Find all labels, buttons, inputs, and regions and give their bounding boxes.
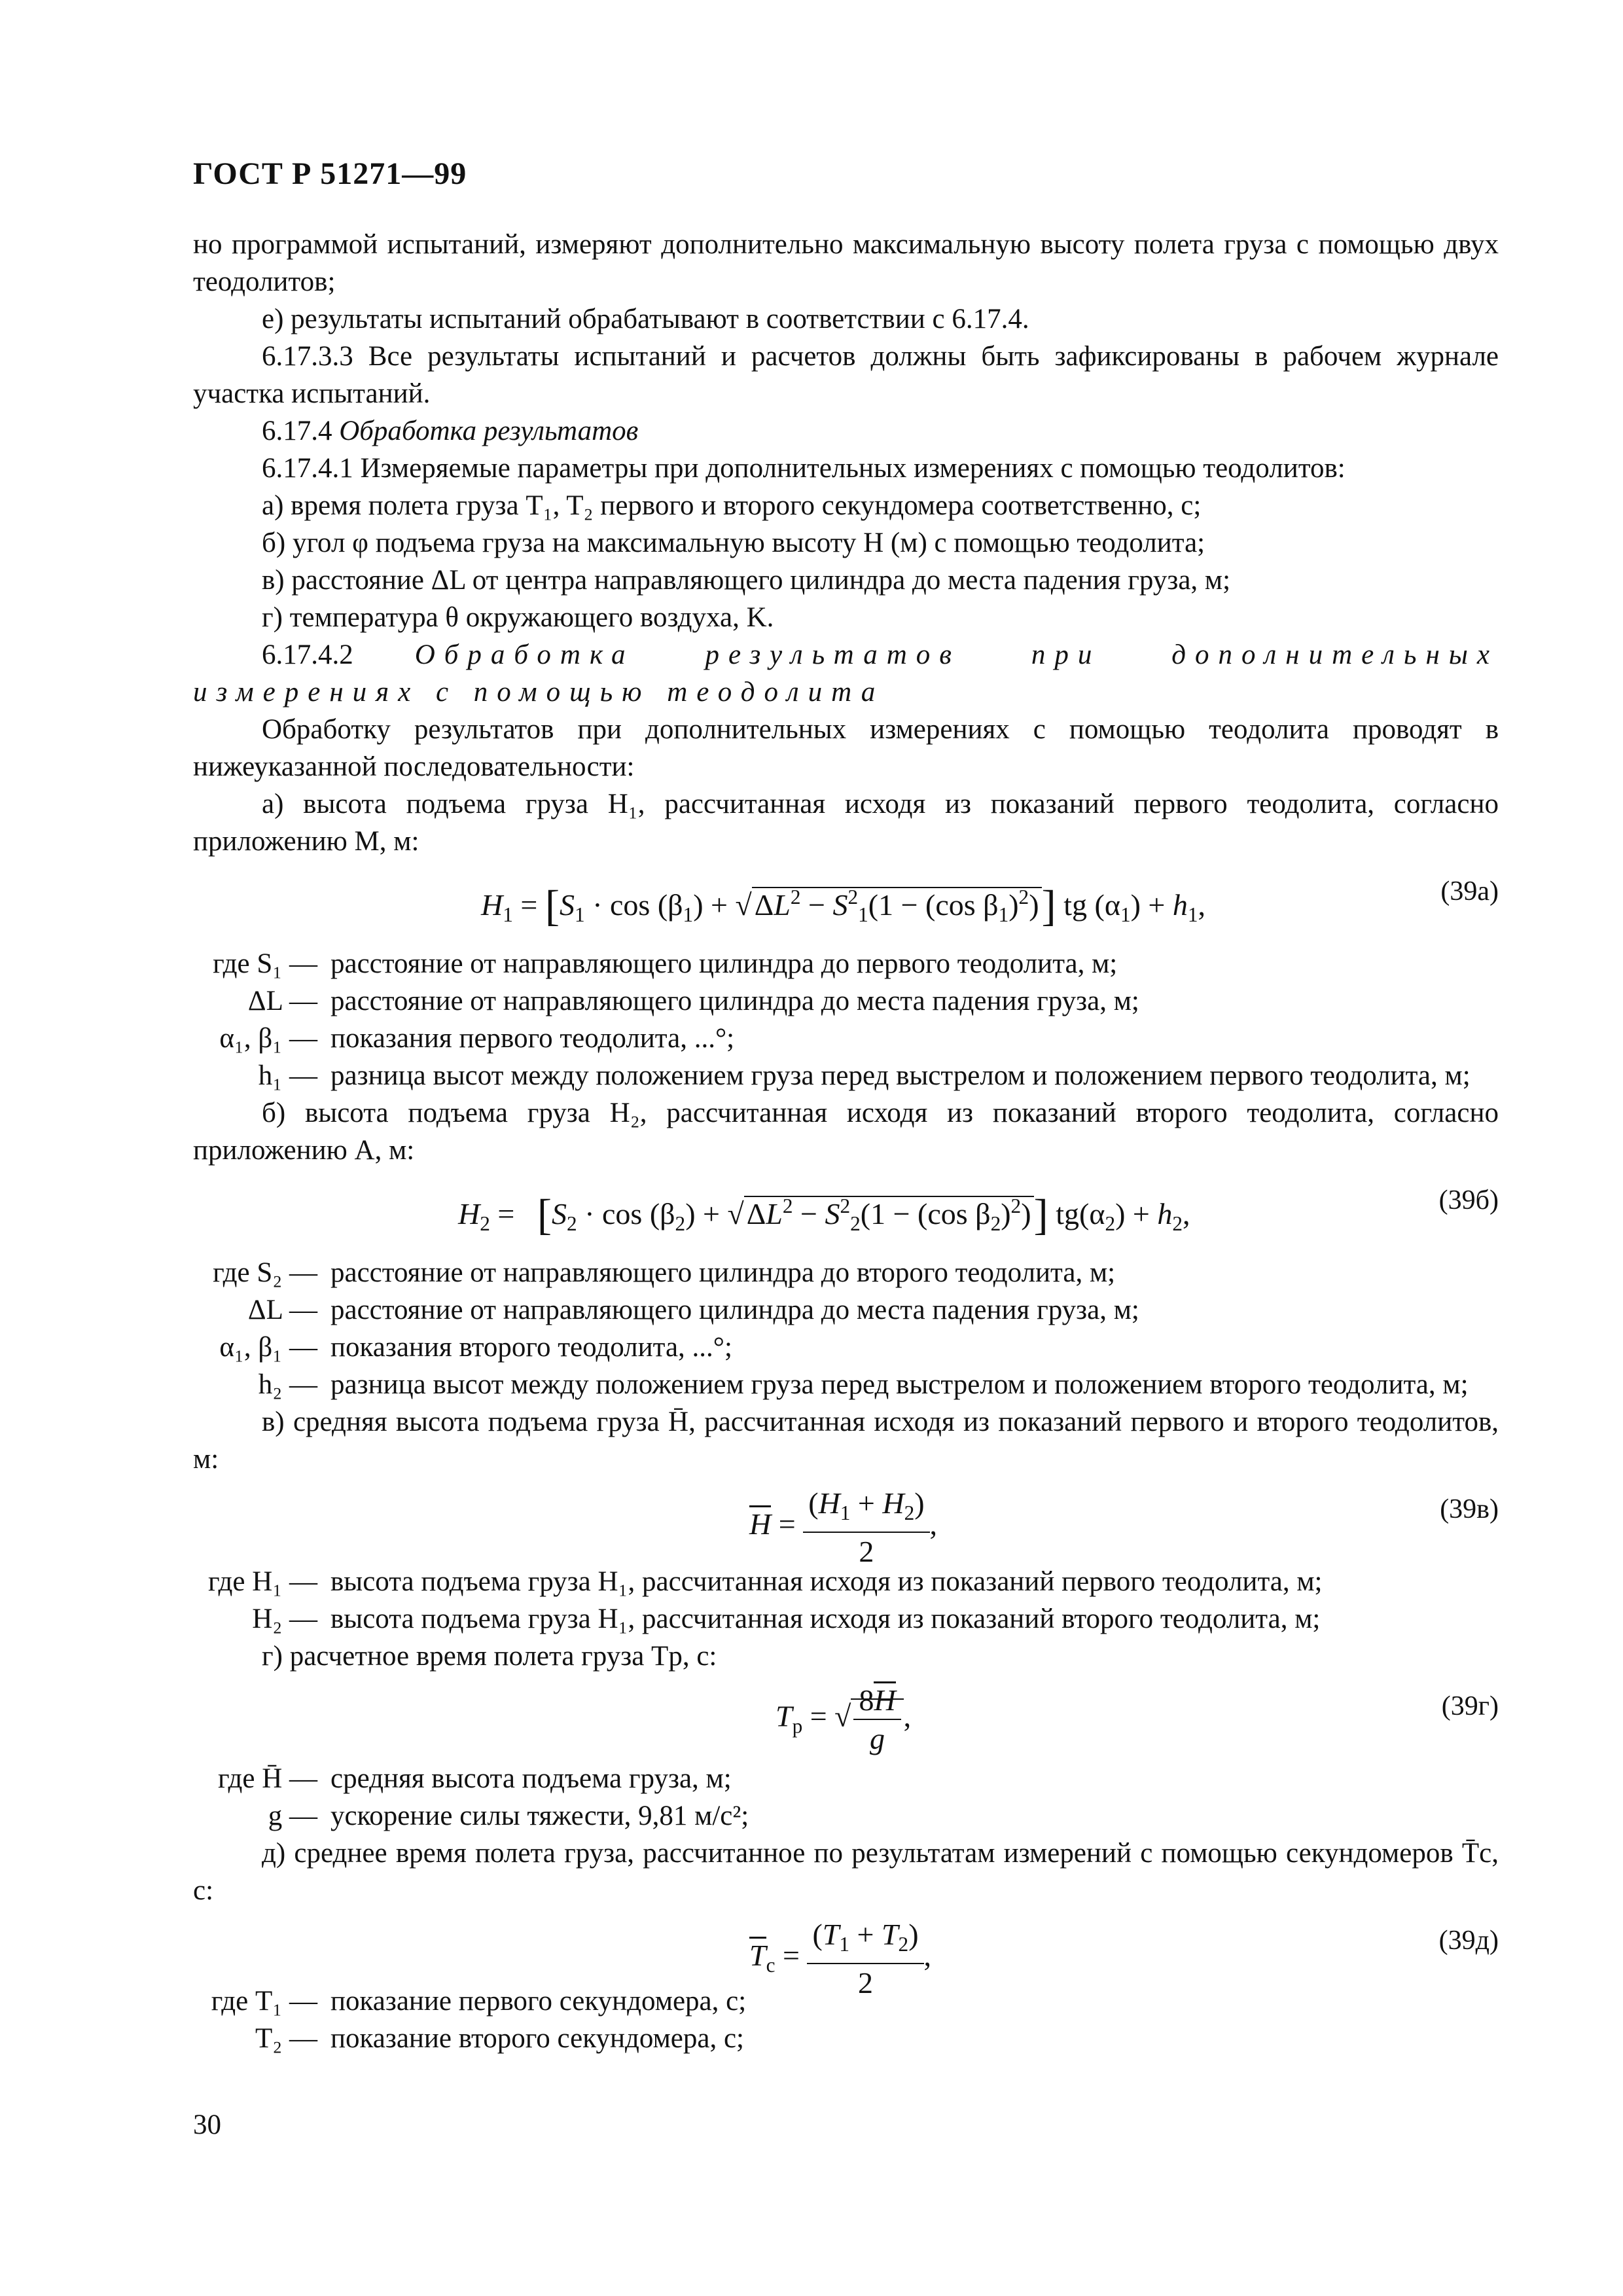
item-b-angle: б) угол φ подъема груза на максимальную высоту H (м) с помощью теодолита; [262, 528, 1205, 558]
formula-39d [193, 1909, 1499, 2000]
item-b-height-h2: б) высота подъема груза H₂, рассчитанная исходя из показаний второго теодолита, согласно приложению А, м: [193, 1098, 1499, 1166]
item-d-mean-time: д) среднее время полета груза, рассчитанное по результатам измерений с помощью секундомеров T̄с, с: [193, 1838, 1499, 1906]
formula-39v [193, 1478, 1499, 1568]
formula-39v-number: (39в) [1440, 1494, 1499, 1524]
formula-39d-expression: $T_с$ = $\frac{(T_1 + T_2)}{2}$ , [749, 1916, 931, 2001]
formula-39b-expression: $H_2 = [S_2 \cdot \cos (\beta_2) + √\Delta L^2 - S^2_2(1 - (\cos$ $\beta_2)^2$)] $tg(\alpha_2) + h_2$, [458, 1191, 1190, 1240]
where-text: расстояние от направляющего цилиндра до места падения груза, м; [330, 1295, 1139, 1325]
formula-39a [193, 860, 1499, 945]
section-title: Обработка результатов [339, 416, 639, 446]
where-label: H₂ — [252, 1604, 317, 1634]
where-text: показания второго теодолита, ...°; [330, 1332, 732, 1363]
where-text: показание второго секундомера, с; [330, 2023, 745, 2054]
where-text: показание первого секундомера, с; [330, 1986, 747, 2017]
where-label: где S₁ — [213, 948, 317, 979]
document-body [193, 226, 1499, 2057]
where-text: разница высот между положением груза перед выстрелом и положением первого теодолита, м; [330, 1060, 1471, 1091]
where-text: средняя высота подъема груза, м; [330, 1763, 732, 1794]
clause-6-17-3-3: 6.17.3.3 Все результаты испытаний и расчетов должны быть зафиксированы в рабочем журнале участка испытаний. [193, 341, 1499, 409]
where-label: α₁, β₁ — [219, 1332, 317, 1363]
paragraph-continuation: но программой испытаний, измеряют дополнительно максимальную высоту полета груза с помощью двух теодолитов; [193, 229, 1499, 297]
where-label: h₂ — [258, 1369, 317, 1400]
where-text: высота подъема груза H₁, рассчитанная исходя из показаний первого теодолита, м; [330, 1566, 1323, 1597]
item-g-flight-time: г) расчетное время полета груза Tр, с: [262, 1641, 717, 1672]
clause-title: Обработка результатов при дополнительных измерениях с помощью теодолита [193, 639, 1499, 708]
section-number: 6.17.4 [262, 416, 332, 446]
clause-6-17-4-2 [193, 636, 1499, 711]
where-label: где S₂ — [213, 1257, 317, 1288]
formula-39g [193, 1675, 1499, 1760]
clause-number: 6.17.4.2 [262, 639, 353, 670]
formula-39b-number: (39б) [1438, 1185, 1499, 1215]
section-6-17-4 [193, 412, 1499, 450]
item-a-time: а) время полета груза T₁, T₂ первого и второго секундомера соответственно, с; [262, 490, 1202, 521]
item-v-distance: в) расстояние ΔL от центра направляющего цилиндра до места падения груза, м; [262, 565, 1231, 596]
item-a-height-h1: а) высота подъема груза H₁, рассчитанная исходя из показаний первого теодолита, согласно приложению М, м: [193, 789, 1499, 857]
formula-39g-number: (39г) [1441, 1691, 1499, 1721]
where-label: ΔL — [247, 986, 317, 1016]
clause-6-17-4-1: 6.17.4.1 Измеряемые параметры при дополнительных измерениях с помощью теодолитов: [262, 453, 1346, 484]
where-text: разница высот между положением груза перед выстрелом и положением второго теодолита, м; [330, 1369, 1469, 1400]
formula-39d-number: (39д) [1438, 1926, 1499, 1956]
where-label: T₂ — [255, 2023, 317, 2054]
where-list-2 [193, 1254, 1499, 1403]
where-label: где H₁ — [207, 1566, 317, 1597]
where-text: ускорение силы тяжести, 9,81 м/с²; [330, 1801, 749, 1831]
where-label: h₁ — [258, 1060, 317, 1091]
where-label: ΔL — [247, 1295, 317, 1325]
processing-intro: Обработку результатов при дополнительных измерениях с помощью теодолита проводят в нижеуказанной последовательности: [193, 714, 1499, 782]
item-e: е) результаты испытаний обрабатывают в соответствии с 6.17.4. [262, 304, 1029, 334]
where-label: где H̄ — [217, 1763, 317, 1794]
formula-39v-expression: H = $\frac{(H_1 + H_2)}{2}$ , [749, 1484, 937, 1570]
formula-39g-expression: $T_р$ = √ $\frac{8H}{g}$ , [776, 1681, 911, 1757]
where-text: расстояние от направляющего цилиндра до места падения груза, м; [330, 986, 1139, 1016]
where-text: расстояние от направляющего цилиндра до второго теодолита, м; [330, 1257, 1116, 1288]
formula-39b [193, 1169, 1499, 1254]
where-list-1 [193, 945, 1499, 1094]
formula-39a-expression: $H_1 = [S_1 \cdot \cos (\beta_1) + √\Delta L^2 - S^2_1(1 - (\cos$ $\beta_1)^2$)] tg $(\alpha_1) + h_1$, [481, 882, 1205, 931]
item-g-temperature: г) температура θ окружающего воздуха, K. [262, 602, 774, 633]
formula-39a-number: (39а) [1440, 876, 1499, 906]
where-text: показания первого теодолита, ...°; [330, 1023, 735, 1054]
where-list-3 [193, 1563, 1499, 1638]
document-header: ГОСТ Р 51271—99 [193, 156, 467, 191]
where-label: g — [268, 1801, 317, 1831]
where-text: расстояние от направляющего цилиндра до первого теодолита, м; [330, 948, 1118, 979]
where-label: где T₁ — [211, 1986, 317, 2017]
page-number: 30 [193, 2109, 221, 2140]
where-text: высота подъема груза H₁, рассчитанная исходя из показаний второго теодолита, м; [330, 1604, 1321, 1634]
where-label: α₁, β₁ — [219, 1023, 317, 1054]
where-list-4 [193, 1760, 1499, 1835]
item-v-mean-height: в) средняя высота подъема груза H̄, рассчитанная исходя из показаний первого и второго теодолитов, м: [193, 1407, 1499, 1475]
